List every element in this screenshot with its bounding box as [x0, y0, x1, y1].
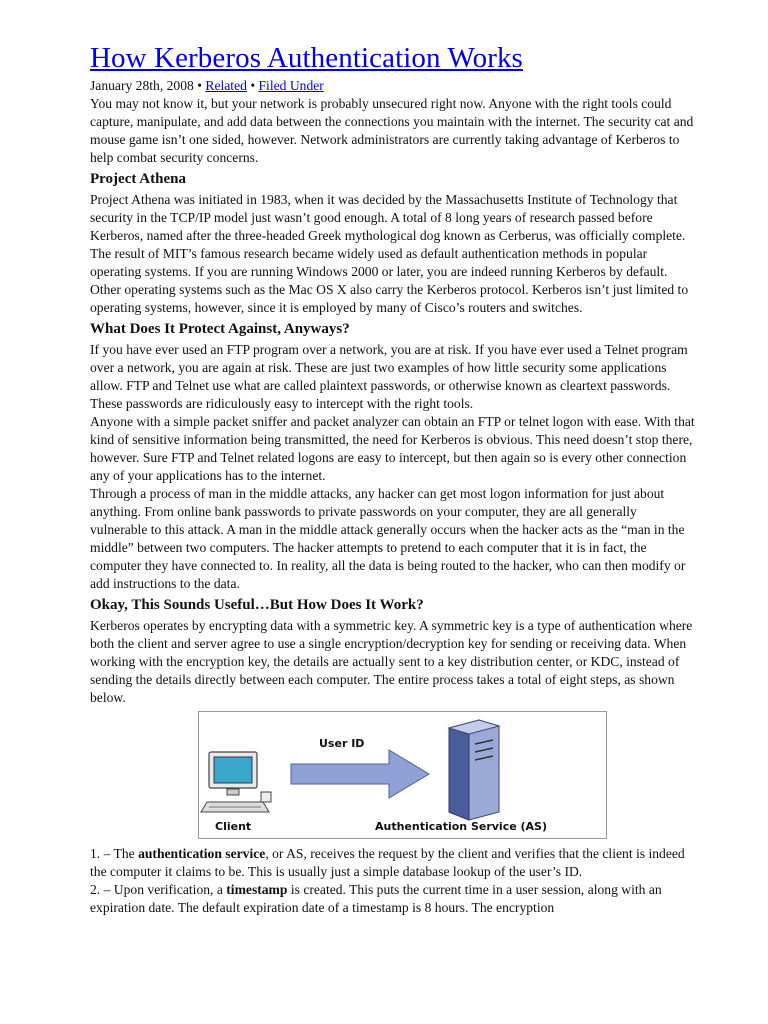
step-2	[90, 881, 696, 917]
protect-paragraph-3: Through a process of man in the middle attacks, any hacker can get most logon information for just about anything. From online bank passwords to private passwords on your computer, they are all generally vulnerable to this attack. A man in the middle attack generally occurs when the hacker acts as the “man in the middle” between two computers. The hacker attempts to pretend to each computer that it is in fact, the computer they have connected to. In reality, all the data is being routed to the hacker, who can then modify or add instructions to the data.	[90, 486, 686, 591]
protect-paragraph-1: If you have ever used an FTP program over a network, you are at risk. If you have ever used a Telnet program over a network, you are again at risk. These are just two examples of how little security some applications allow. FTP and Telnet use what are called plaintext passwords, or otherwise known as cleartext passwords. These passwords are ridiculously easy to intercept with the right tools.	[90, 342, 688, 411]
step-2-term: timestamp	[226, 882, 288, 897]
kerberos-diagram	[198, 711, 607, 839]
step-1-text: , or AS, receives the request by the client and verifies that the client is indeed the computer it claims to be. This is usually just a simple database lookup of the user’s ID.	[90, 846, 685, 879]
step-1-prefix: 1. – The	[90, 846, 139, 861]
arrow-icon	[291, 750, 429, 798]
article-title[interactable]: How Kerberos Authentication Works	[90, 42, 523, 74]
related-link[interactable]: Related	[205, 78, 247, 93]
section-heading-athena: Project Athena	[90, 171, 186, 187]
how-paragraph-1: Kerberos operates by encrypting data with a symmetric key. A symmetric key is a type of authentication where both the client and server agree to use a single encryption/decryption key for sending or receiving data. When working with the encryption key, the details are actually sent to a key distribution center, or KDC, instead of sending the details directly between each computer. The entire process takes a total of eight steps, as shown below.	[90, 618, 693, 705]
diagram-svg	[199, 712, 606, 838]
step-1	[90, 845, 696, 881]
intro-paragraph: You may not know it, but your network is probably unsecured right now. Anyone with the right tools could capture, manipulate, and add data between the connections you maintain with the internet. The security cat and mouse game isn’t one sided, however. Network administrators are currently taking advantage of Kerberos to help combat security concerns.	[90, 96, 694, 165]
section-heading-how: Okay, This Sounds Useful…But How Does It Work?	[90, 597, 424, 613]
article-meta	[90, 77, 696, 95]
server-icon	[449, 720, 499, 820]
section-heading-protect: What Does It Protect Against, Anyways?	[90, 321, 350, 337]
client-computer-icon	[201, 752, 271, 812]
step-2-text: is created. This puts the current time in a user session, along with an expiration date. The default expiration date of a timestamp is 8 hours. The encryption	[90, 882, 662, 915]
protect-paragraph-2: Anyone with a simple packet sniffer and packet analyzer can obtain an FTP or telnet logon with ease. With that kind of sensitive information being transmitted, the need for Kerberos is obvious. This need doesn’t stop there, however. Sure FTP and Telnet related logons are easy to intercept, but then again so is every other connection any of your applications has to the internet.	[90, 414, 695, 483]
step-2-prefix: 2. – Upon verification, a	[90, 882, 227, 897]
meta-separator: •	[193, 78, 206, 93]
step-1-term: authentication service	[138, 846, 266, 861]
athena-paragraph-1: Project Athena was initiated in 1983, when it was decided by the Massachusetts Institute of Technology that security in the TCP/IP model just wasn’t good enough. A total of 8 long years of research passed before Kerberos, named after the three-headed Greek mythological dog known as Cerberus, was officially complete.	[90, 192, 686, 243]
filed-under-link[interactable]: Filed Under	[258, 78, 324, 93]
post-date: January 28th, 2008	[90, 78, 194, 93]
meta-separator: •	[246, 78, 259, 93]
athena-paragraph-2: The result of MIT’s famous research became widely used as default authentication methods in popular operating systems. If you are running Windows 2000 or later, you are indeed running Kerberos by default. Other operating systems such as the Mac OS X also carry the Kerberos protocol. Kerberos isn’t just limited to operating systems, however, since it is employed by many of Cisco’s routers and switches.	[90, 246, 689, 315]
server-label: Authentication Service (AS)	[375, 820, 547, 833]
client-label: Client	[215, 820, 252, 833]
arrow-label: User ID	[319, 737, 365, 750]
